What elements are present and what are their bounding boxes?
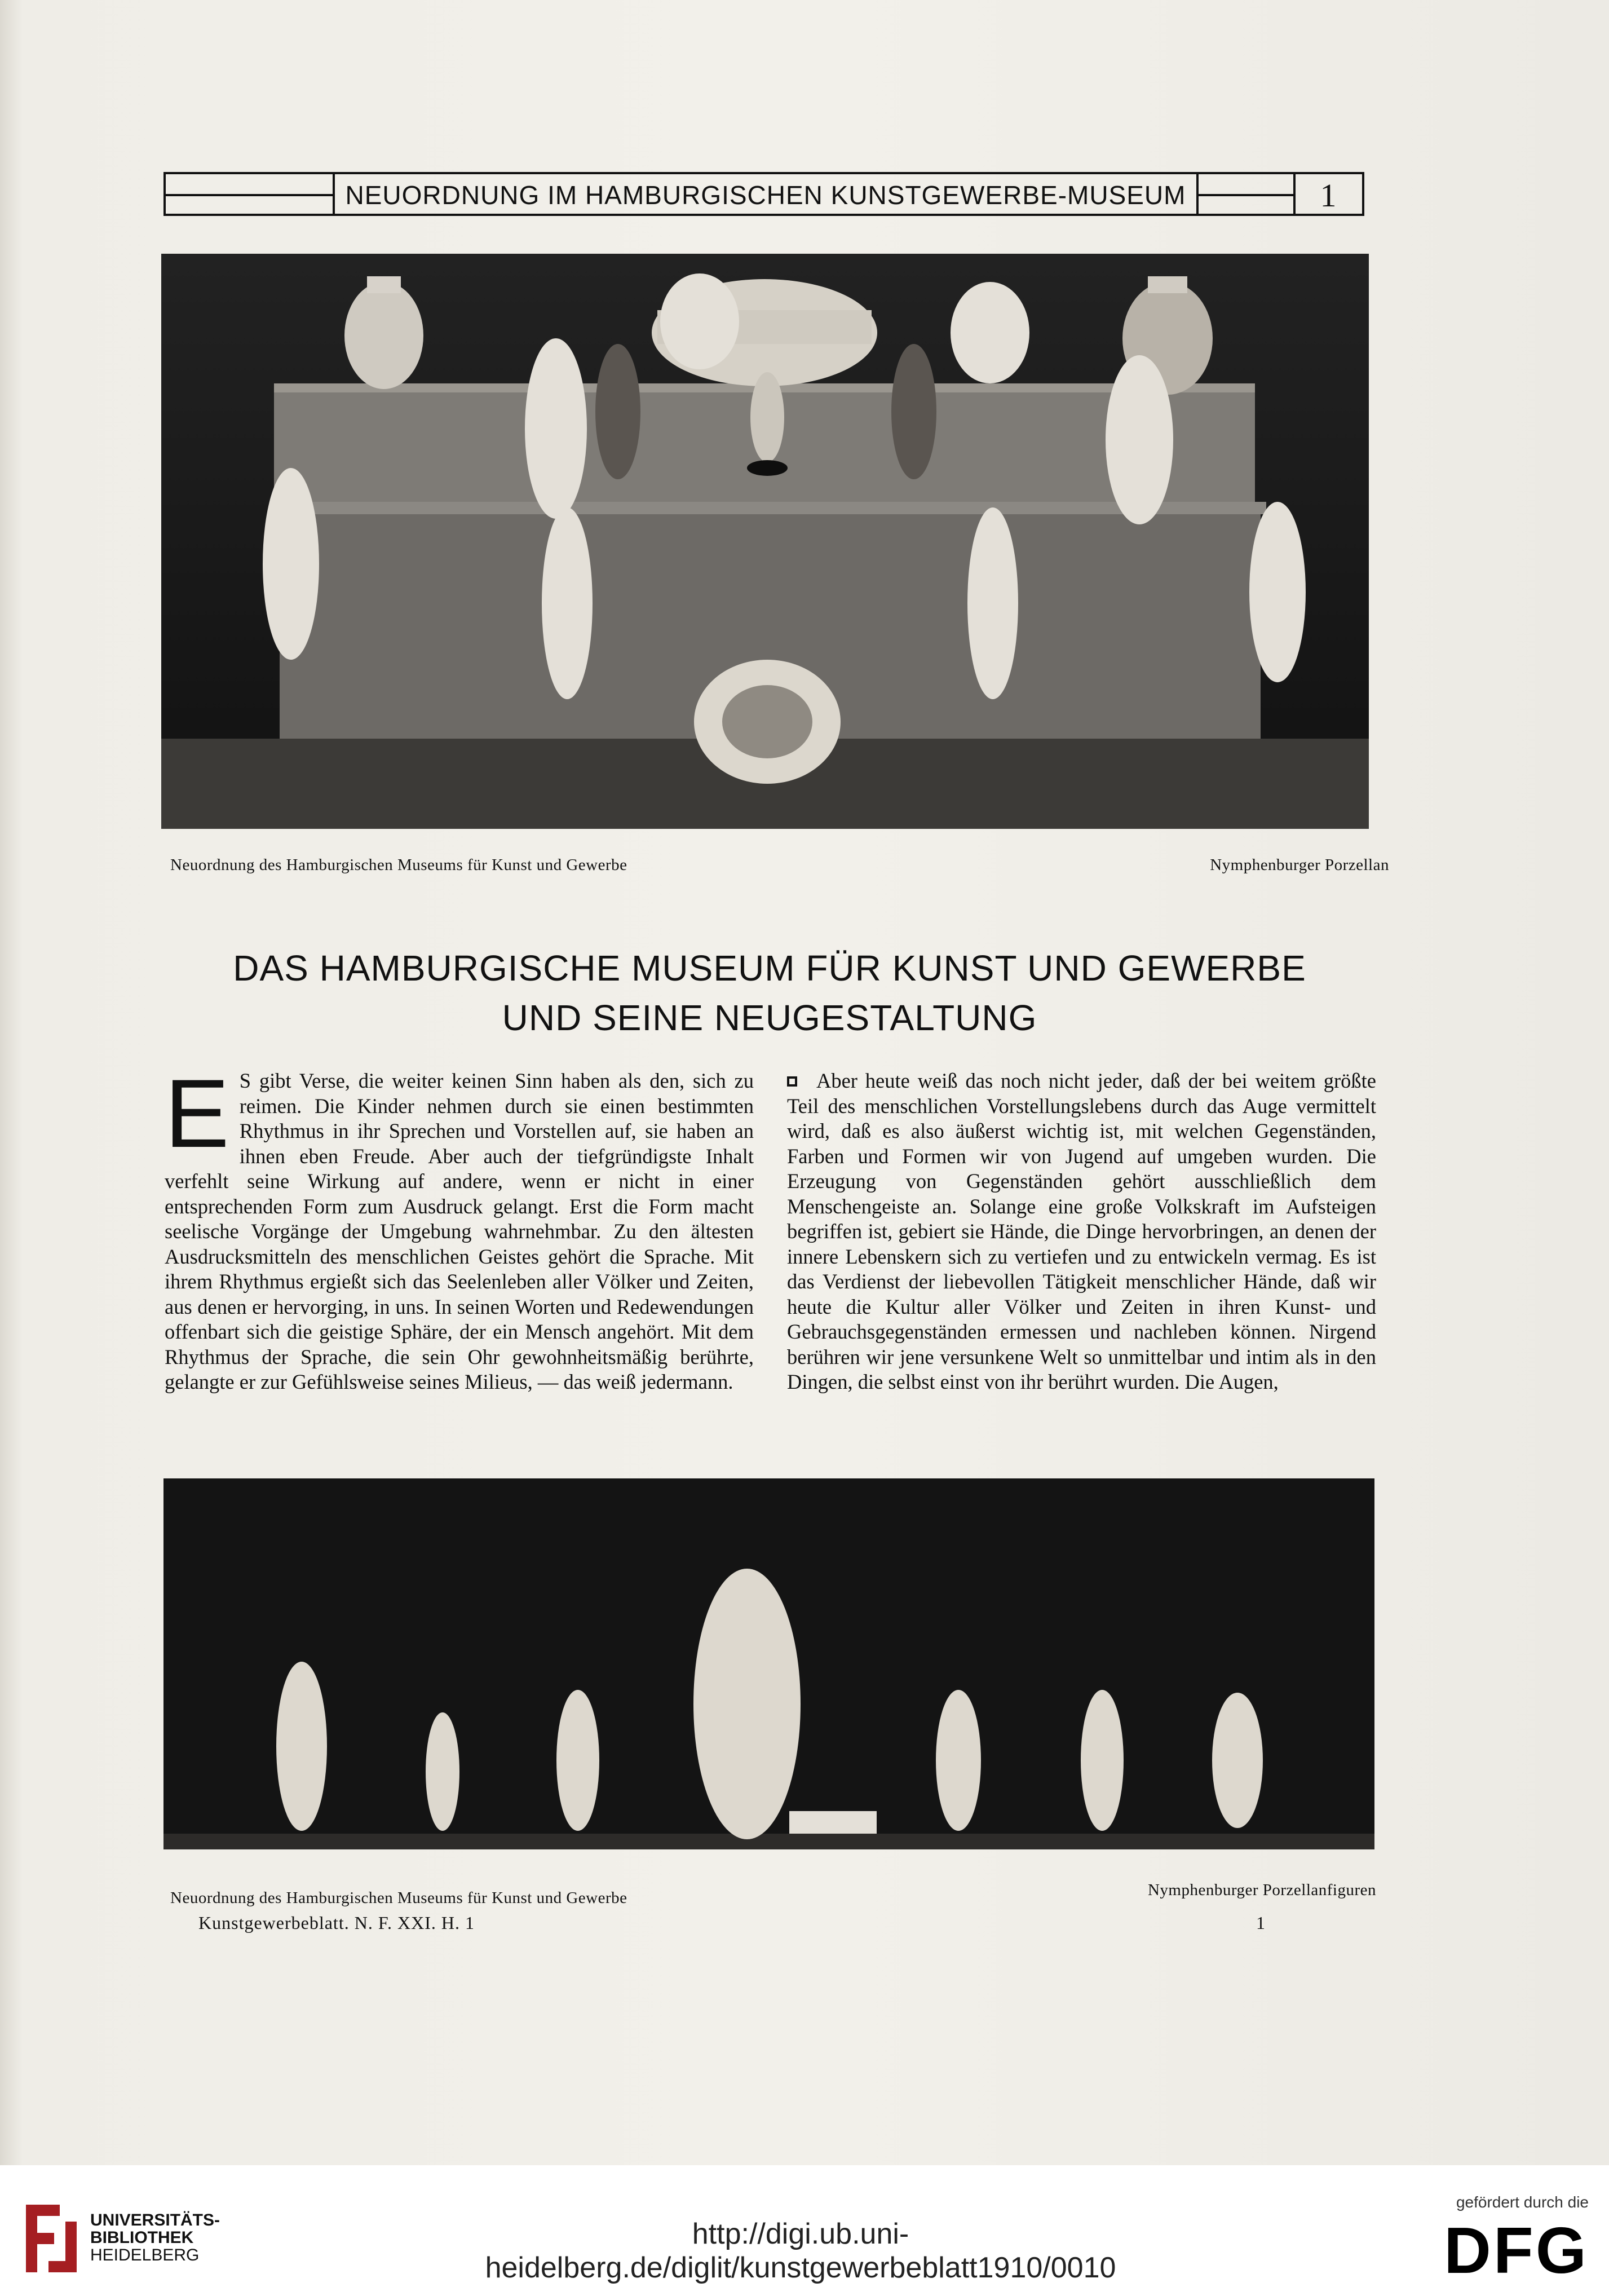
funding-note: gefördert durch die <box>1456 2193 1589 2211</box>
column-left-text: S gibt Verse, die weiter keinen Sinn haben als den, sich zu reimen. Die Kinder nehmen durch sie einen bestimmten Rhythmus in ihr Sprechen und Vorstellen auf, sie haben an ihnen eben Freude. Aber auch der tiefgründigste Inhalt verfehlt seine Wirkung auf andere, wenn er nicht in einer entsprechenden Form zum Ausdruck gelangt. Erst die Form macht seelische Vorgänge der Umgebung wahrnehmbar. Zu den ältesten Ausdrucksmitteln des menschlichen Geistes gehört die Sprache. Mit ihrem Rhythmus ergießt sich das Seelenleben aller Völker und Zeiten, aus denen er hervorging, in uns. In seinen Worten und Redewendungen offenbart sich die geistige Sphäre, der ein Mensch angehört. Mit dem Rhythmus der Sprache, die sein Ohr gewohnheitsmäßig berührte, gelangte er zur Gefühlsweise seines Milieus, — das weiß jedermann. <box>165 1069 754 1393</box>
sheet-signature: Kunstgewerbeblatt. N. F. XXI. H. 1 <box>198 1913 475 1933</box>
porcelain-figures-image <box>163 1478 1374 1849</box>
drop-cap: E <box>165 1059 229 1168</box>
top-photo-caption-left: Neuordnung des Hamburgischen Museums für Kunst und Gewerbe <box>170 856 627 874</box>
article-column-right <box>787 1068 1376 1395</box>
porcelain-display-image <box>161 254 1369 829</box>
top-photo-caption-right: Nymphenburger Porzellan <box>1210 856 1389 874</box>
bottom-photo-caption-right: Nymphenburger Porzellanfiguren <box>1147 1881 1376 1899</box>
page-number: 1 <box>1320 177 1337 214</box>
sheet-number: 1 <box>1256 1913 1266 1933</box>
article-title-line-1: DAS HAMBURGISCHE MUSEUM FÜR KUNST UND GEWERBE <box>233 948 1306 988</box>
bottom-photo-caption-left: Neuordnung des Hamburgischen Museums für Kunst und Gewerbe <box>170 1889 627 1907</box>
university-library-logo-icon <box>20 2199 82 2278</box>
university-library-name <box>90 2211 220 2264</box>
dfg-logo: DFG <box>1444 2214 1589 2287</box>
porcelain-figures-photo <box>163 1478 1374 1849</box>
article-title-line-2: UND SEINE NEUGESTALTUNG <box>502 997 1037 1038</box>
running-header <box>163 172 1364 216</box>
column-right-text: Aber heute weiß das noch nicht jeder, daß der bei weitem größte Teil des menschlichen Vorstellungslebens durch das Auge vermittelt wird, daß es also äußerst wichtig ist, mit welchen Gegenständen, Farben und Formen wir von Jugend auf umgeben wurden. Die Erzeugung von Gegenständen gehört ausschließlich dem Menschengeiste an. Solange eine große Volkskraft im Aufsteigen begriffen ist, gebiert sie Hände, die Dinge hervorbringen, an denen der innere Lebenskern sich zu vertiefen und zu entwickeln vermag. Es ist das Verdienst der liebevollen Tätigkeit menschlicher Hände, daß wir heute die Kultur aller Völker und Zeiten in ihren Kunst- und Gebrauchsgegenständen ermessen und nachleben können. Nirgend berühren wir jene versunkene Welt so unmittelbar und intim als in den Dingen, die selbst einst von ihr berührt wurden. Die Augen, <box>787 1069 1376 1393</box>
running-header-title: NEUORDNUNG IM HAMBURGISCHEN KUNSTGEWERBE-MUSEUM <box>345 180 1186 210</box>
digitization-url-link[interactable]: http://digi.ub.uni-heidelberg.de/diglit/kunstgewerbeblatt1910/0010 <box>485 2218 1116 2284</box>
paragraph-square-icon <box>787 1076 797 1087</box>
library-name-line-1: UNIVERSITÄTS- <box>90 2211 220 2229</box>
library-name-line-3: HEIDELBERG <box>90 2246 200 2264</box>
article-column-left <box>165 1059 754 1395</box>
library-name-line-2: BIBLIOTHEK <box>90 2228 194 2247</box>
digitization-banner <box>0 2165 1609 2296</box>
porcelain-display-photo <box>161 254 1369 829</box>
